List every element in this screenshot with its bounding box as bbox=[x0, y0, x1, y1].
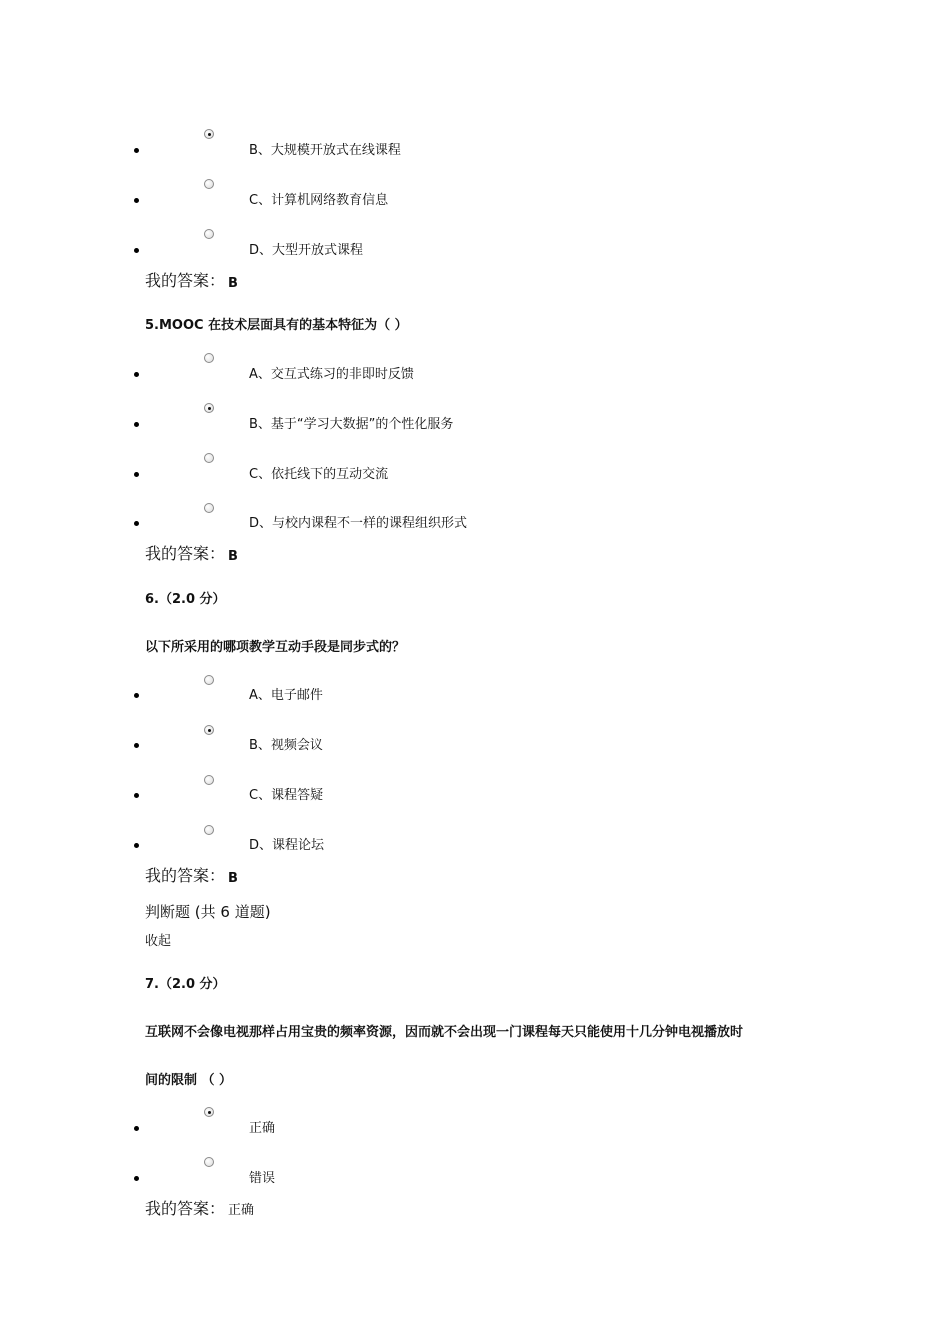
list-bullet bbox=[134, 472, 139, 477]
list-bullet bbox=[134, 743, 139, 748]
q6-header: 6.（2.0 分） bbox=[145, 592, 226, 607]
list-bullet bbox=[134, 1176, 139, 1181]
option-label: B、基于“学习大数据”的个性化服务 bbox=[249, 417, 454, 432]
answer-label: 我的答案： bbox=[145, 544, 226, 563]
option-label: D、课程论坛 bbox=[249, 838, 325, 853]
radio-icon[interactable] bbox=[204, 675, 214, 685]
radio-selected-icon[interactable] bbox=[204, 725, 214, 735]
section-title: 判断题 (共 6 道题) bbox=[145, 903, 271, 921]
q7-header: 7.（2.0 分） bbox=[145, 977, 226, 992]
option-label: A、电子邮件 bbox=[249, 688, 323, 703]
answer-value: 正确 bbox=[228, 1203, 255, 1218]
list-bullet bbox=[134, 148, 139, 153]
answer-value: B bbox=[228, 276, 238, 291]
list-bullet bbox=[134, 843, 139, 848]
answer-label: 我的答案： bbox=[145, 271, 226, 290]
list-bullet bbox=[134, 422, 139, 427]
radio-icon[interactable] bbox=[204, 179, 214, 189]
list-bullet bbox=[134, 198, 139, 203]
answer-value: B bbox=[228, 549, 238, 564]
list-bullet bbox=[134, 248, 139, 253]
q7-title-line2: 间的限制 （ ） bbox=[145, 1073, 233, 1088]
option-label: B、视频会议 bbox=[249, 738, 323, 753]
option-label: B、大规模开放式在线课程 bbox=[249, 143, 401, 158]
option-label: C、依托线下的互动交流 bbox=[249, 467, 389, 482]
radio-icon[interactable] bbox=[204, 453, 214, 463]
answer-label: 我的答案： bbox=[145, 866, 226, 885]
list-bullet bbox=[134, 521, 139, 526]
list-bullet bbox=[134, 1126, 139, 1131]
option-label: C、计算机网络教育信息 bbox=[249, 193, 389, 208]
radio-selected-icon[interactable] bbox=[204, 1107, 214, 1117]
radio-icon[interactable] bbox=[204, 775, 214, 785]
radio-icon[interactable] bbox=[204, 503, 214, 513]
list-bullet bbox=[134, 372, 139, 377]
option-label: 正确 bbox=[249, 1121, 276, 1136]
radio-icon[interactable] bbox=[204, 229, 214, 239]
option-label: 错误 bbox=[249, 1171, 276, 1186]
option-label: D、与校内课程不一样的课程组织形式 bbox=[249, 516, 468, 531]
radio-selected-icon[interactable] bbox=[204, 403, 214, 413]
collapse-link[interactable]: 收起 bbox=[145, 934, 172, 949]
answer-label: 我的答案： bbox=[145, 1199, 226, 1218]
option-label: D、大型开放式课程 bbox=[249, 243, 364, 258]
radio-icon[interactable] bbox=[204, 353, 214, 363]
option-label: A、交互式练习的非即时反馈 bbox=[249, 367, 414, 382]
radio-icon[interactable] bbox=[204, 825, 214, 835]
q7-title-line1: 互联网不会像电视那样占用宝贵的频率资源，因而就不会出现一门课程每天只能使用十几分钟电视播放时 bbox=[145, 1025, 744, 1040]
q5-title: 5.MOOC 在技术层面具有的基本特征为（ ） bbox=[145, 318, 408, 333]
answer-value: B bbox=[228, 871, 238, 886]
radio-selected-icon[interactable] bbox=[204, 129, 214, 139]
list-bullet bbox=[134, 793, 139, 798]
q6-title: 以下所采用的哪项教学互动手段是同步式的？ bbox=[145, 640, 406, 655]
list-bullet bbox=[134, 693, 139, 698]
option-label: C、课程答疑 bbox=[249, 788, 324, 803]
radio-icon[interactable] bbox=[204, 1157, 214, 1167]
